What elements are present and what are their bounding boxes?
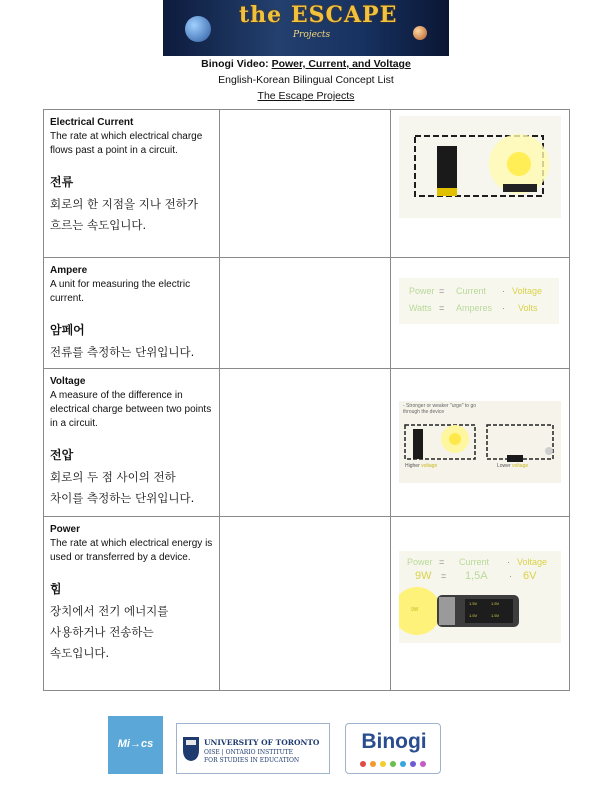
circuit-diagram — [399, 116, 561, 218]
title-link[interactable]: Power, Current, and Voltage — [271, 58, 411, 70]
low-voltage-wire — [487, 425, 553, 459]
concept-table — [43, 109, 570, 691]
battery-label: 1.5V — [469, 601, 478, 606]
title-prefix: Binogi Video: — [201, 58, 272, 70]
term-title: Ampere — [50, 265, 88, 276]
banner-logo-text: the ESCAPE — [239, 2, 398, 28]
escape-projects-banner — [163, 0, 449, 56]
term-cell — [44, 258, 220, 369]
higher-prefix: Higher — [405, 463, 422, 469]
bulb-base — [503, 184, 537, 192]
korean-term: 전류 — [50, 175, 74, 189]
formula-equals: = — [441, 571, 447, 581]
binogi-dots — [359, 760, 429, 768]
value-current: 1,5A — [465, 570, 488, 582]
battery-icon — [413, 429, 423, 459]
formula-dot: · — [507, 557, 510, 567]
flashlight-image — [399, 551, 561, 643]
term-definition: The rate at which electrical energy is used or transferred by a device. — [50, 538, 213, 563]
term-cell — [44, 517, 220, 691]
formula-equals: = — [439, 303, 445, 313]
formula-watts: Watts — [409, 303, 432, 313]
lower-prefix: Lower — [497, 463, 513, 469]
voltage-diagram — [399, 401, 561, 483]
term-cell — [44, 110, 220, 258]
lamp-label: 9W — [411, 607, 419, 613]
crest-icon — [182, 736, 200, 762]
korean-definition-line: 흐르는 속도입니다. — [50, 218, 147, 232]
image-cell — [391, 369, 570, 517]
term-cell — [44, 369, 220, 517]
lower-word: voltage — [512, 463, 529, 469]
korean-term: 전압 — [50, 448, 74, 462]
higher-voltage-label — [405, 463, 437, 469]
binogi-logo — [345, 723, 441, 774]
korean-definition-line: 회로의 한 지점을 지나 전하가 — [50, 197, 198, 211]
korean-definition-line: 전류를 측정하는 단위입니다. — [50, 345, 195, 359]
table-row — [44, 517, 570, 691]
uoft-line2: OISE | ONTARIO INSTITUTE — [204, 749, 294, 756]
lower-voltage-label — [497, 463, 528, 469]
korean-definition-line: 장치에서 전기 에너지를 — [50, 604, 169, 618]
term-definition: The rate at which electrical charge flows past a point in a circuit. — [50, 131, 203, 156]
bright-bulb-icon — [449, 433, 461, 445]
formula-current: Current — [459, 557, 490, 567]
formula-voltage: Voltage — [512, 286, 543, 296]
uoft-line1: UNIVERSITY OF TORONTO — [204, 738, 320, 747]
korean-definition-line: 사용하거나 전송하는 — [50, 625, 154, 639]
moon-graphic — [413, 26, 427, 40]
document-title — [0, 58, 612, 70]
uoft-line3: FOR STUDIES IN EDUCATION — [204, 757, 300, 764]
formula-dot: · — [509, 571, 512, 581]
flashlight-diagram — [399, 551, 561, 643]
circuit-image — [399, 116, 561, 218]
formula-voltage: Voltage — [517, 557, 548, 567]
formula-image — [399, 278, 559, 324]
binogi-logo-text: Binogi — [361, 730, 427, 753]
formula-dot: · — [502, 286, 505, 296]
formula-amperes: Amperes — [456, 303, 493, 313]
term-definition: A unit for measuring the electric current. — [50, 279, 191, 304]
banner-logo-sub: Projects — [293, 30, 331, 40]
flashlight-head — [439, 597, 455, 625]
image-cell — [391, 110, 570, 258]
battery-label: 1.5V — [491, 613, 500, 618]
battery-terminal — [437, 188, 457, 196]
bulb-icon — [507, 152, 531, 176]
higher-word: voltage — [421, 463, 438, 469]
formula-current: Current — [456, 286, 487, 296]
korean-definition-line: 회로의 두 점 사이의 전하 — [50, 470, 176, 484]
blank-cell — [220, 517, 391, 691]
light-beam — [399, 587, 441, 635]
battery-label: 1.5V — [469, 613, 478, 618]
korean-term: 힘 — [50, 582, 62, 596]
formula-equals: = — [439, 286, 445, 296]
blank-cell — [220, 258, 391, 369]
formula-dot: · — [502, 303, 505, 313]
value-power: 9W — [415, 570, 432, 582]
blank-cell — [220, 110, 391, 258]
term-title: Power — [50, 524, 81, 535]
image-cell — [391, 517, 570, 691]
formula-power: Power — [409, 286, 435, 296]
table-row — [44, 110, 570, 258]
term-title: Electrical Current — [50, 117, 134, 128]
blank-cell — [220, 369, 391, 517]
korean-definition-line: 속도입니다. — [50, 646, 110, 660]
document-subtitle: English-Korean Bilingual Concept List — [218, 74, 394, 86]
uoft-oise-logo — [176, 723, 330, 774]
image-cell — [391, 258, 570, 369]
small-battery-icon — [507, 455, 523, 462]
term-definition: A measure of the difference in electrical charge between two points in a circuit. — [50, 390, 212, 429]
table-row — [44, 258, 570, 369]
battery-label: 1.5V — [491, 601, 500, 606]
value-voltage: 6V — [523, 570, 537, 582]
formula-volts: Volts — [518, 303, 538, 313]
table-row — [44, 369, 570, 517]
minecs-logo-text: Mi→cs — [117, 738, 154, 750]
formula-power: Power — [407, 557, 433, 567]
planet-graphic — [185, 16, 211, 42]
korean-term: 암페어 — [50, 323, 85, 337]
voltage-caption: - Stronger or weaker "urge" to go through the device — [403, 403, 477, 415]
term-title: Voltage — [50, 376, 86, 387]
korean-definition-line: 차이를 측정하는 단위입니다. — [50, 491, 195, 505]
formula-equals: = — [439, 557, 445, 567]
voltage-image — [399, 401, 561, 483]
dim-bulb-icon — [545, 447, 553, 455]
minecs-logo — [108, 716, 163, 774]
project-link[interactable]: The Escape Projects — [257, 90, 355, 102]
